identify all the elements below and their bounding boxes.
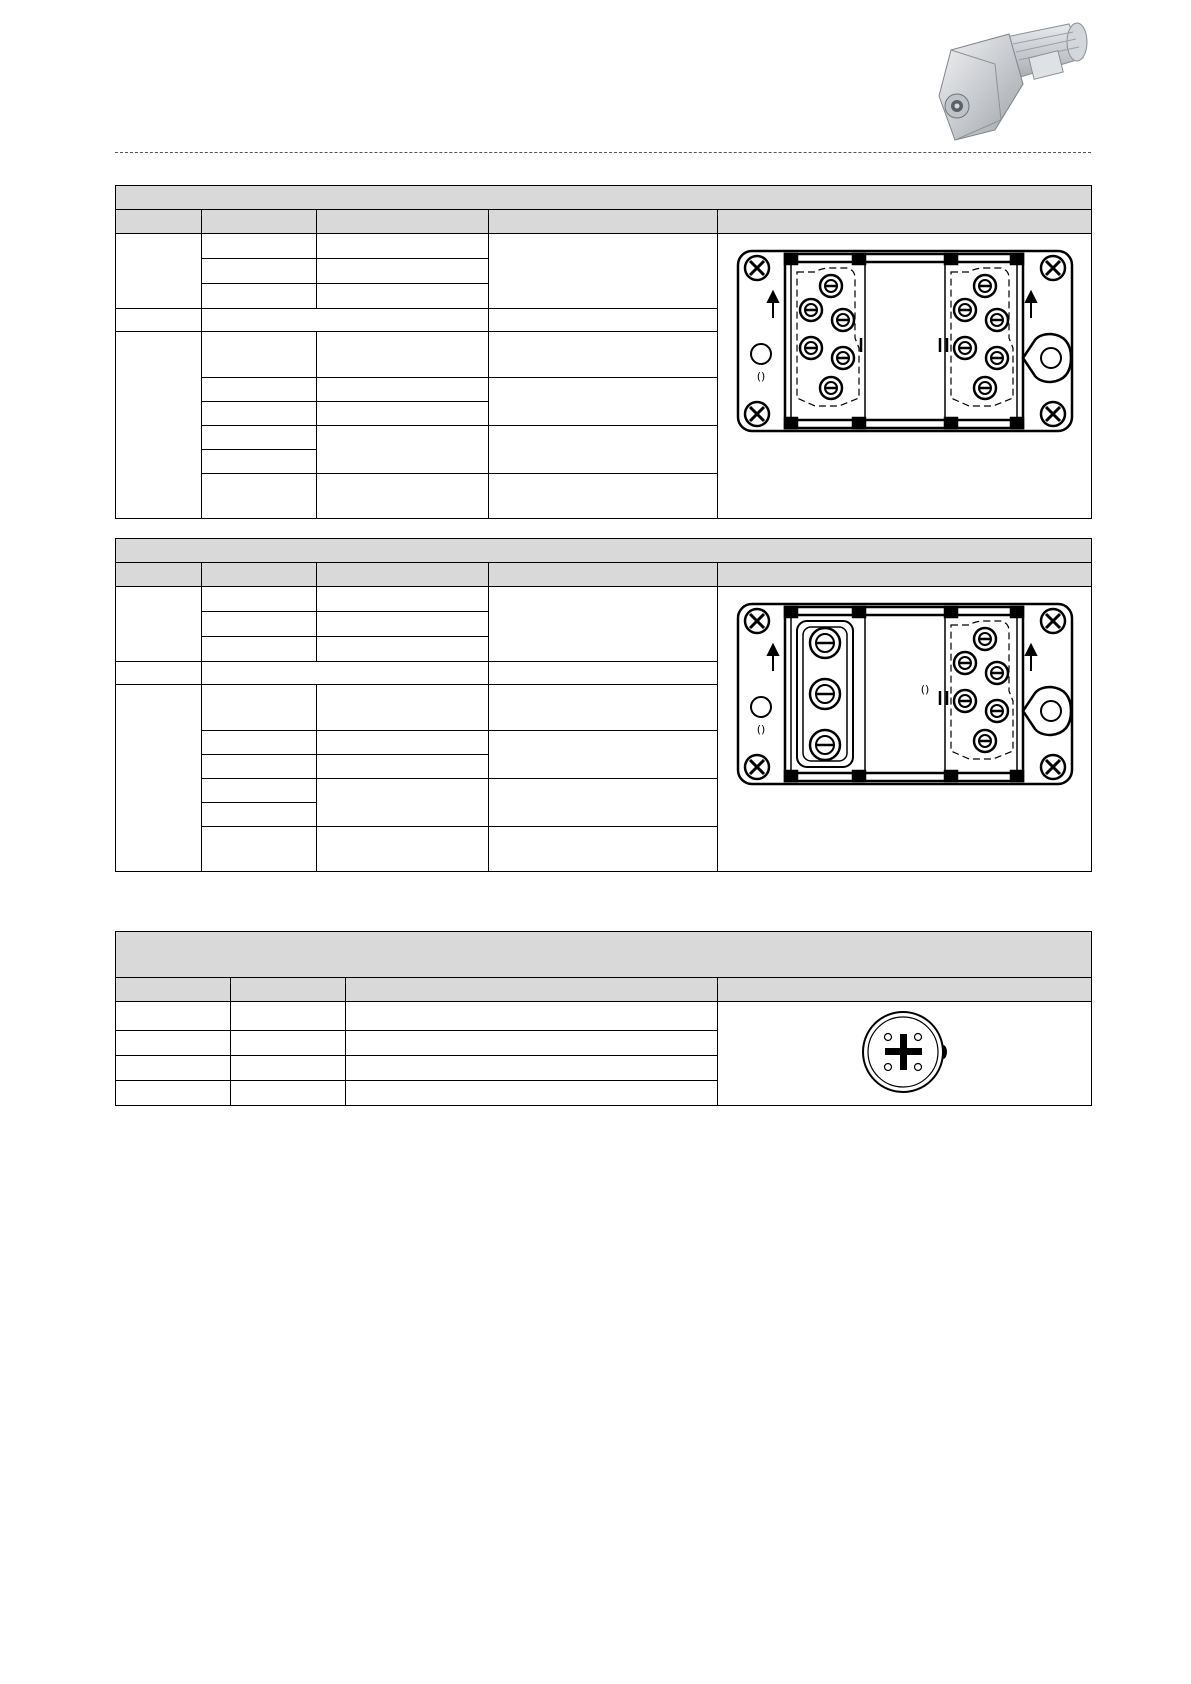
table-header-row [116, 210, 1092, 234]
connector-table-3 [115, 931, 1091, 1106]
table-row [116, 234, 1092, 259]
round-connector-diagram-cell [718, 1002, 1092, 1106]
connector-table-1 [115, 185, 1091, 519]
table-title-bar [116, 186, 1092, 210]
terminal-block-diagram-10-pin-cell [718, 234, 1092, 519]
svg-text:(): () [756, 723, 765, 736]
table-row [116, 1002, 1092, 1031]
terminal-block-diagram-3-plus-7-pin-cell [718, 587, 1092, 872]
table-row [116, 587, 1092, 612]
terminal-block-diagram-3-plus-7-pin-icon [735, 601, 1075, 791]
terminal-block-diagram-10-pin-icon [735, 248, 1075, 438]
header-divider [115, 152, 1091, 153]
table-title-bar [116, 539, 1092, 563]
table-title-bar [116, 932, 1092, 978]
connector-table-2 [115, 538, 1091, 872]
gearmotor-photo-icon [931, 20, 1091, 145]
table-header-row [116, 563, 1092, 587]
svg-text:(): () [756, 370, 765, 383]
table-header-row [116, 978, 1092, 1002]
round-4-pin-connector-face-icon [860, 1007, 950, 1097]
svg-text:(): () [920, 683, 929, 696]
